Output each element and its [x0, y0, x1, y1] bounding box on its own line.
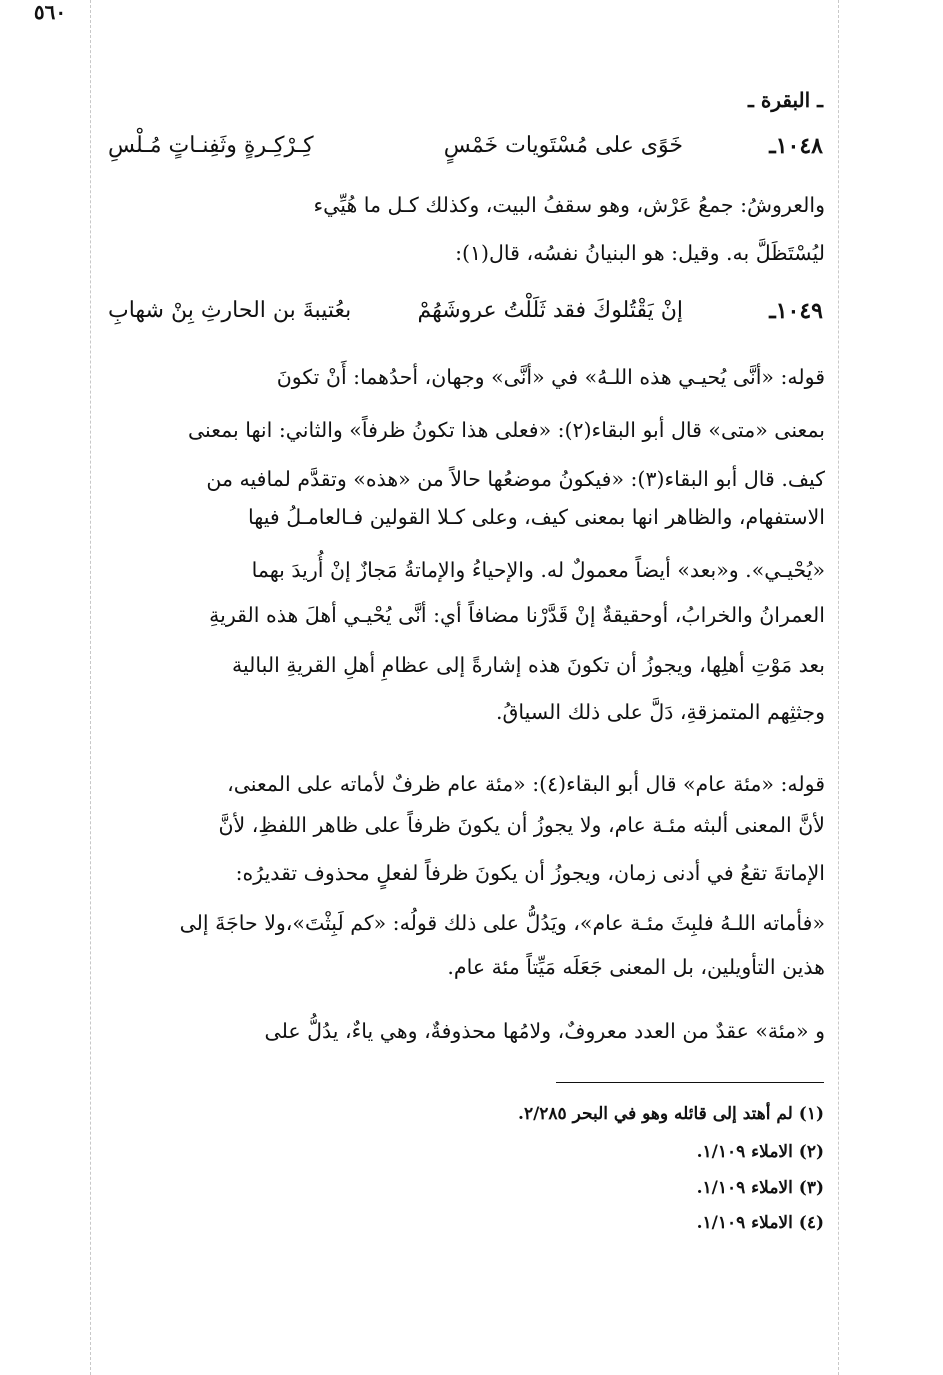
verse-hemistich-right: خَوًى على مُسْتَويات خَمْسٍ	[443, 133, 683, 158]
verse-1049	[108, 298, 823, 332]
verse-number: ١٠٤٩ـ	[769, 298, 823, 324]
text-line: «يُحْيـي». و«بعد» أيضاً معمولٌ له. والإحياءُ والإماتةُ مَجازٌ إنْ أُريدَ بهما	[251, 558, 825, 582]
verse-number: ١٠٤٨ـ	[769, 133, 823, 159]
text-line: وجثثِهم المتمزقةِ، دَلَّ على ذلك السياقُ.	[495, 700, 825, 724]
text-line: ليُسْتَظَلَّ به. وقيل: هو البنيانُ نفسُه، قال(١):	[455, 241, 825, 265]
text-line: قوله: «أنَّى يُحيـي هذه اللـهُ» في «أنَّى» وجهان، أحدُهما: أَنْ تكونَ	[276, 365, 825, 389]
footnote-2: (٢) الاملاء ١/١٠٩.	[696, 1142, 824, 1162]
text-line: لأنَّ المعنى ألبثه مئـة عام، ولا يجوزُ أن يكونَ ظرفاً على ظاهر اللفظِ، لأنَّ	[218, 813, 825, 837]
footnote-1: (١) لم أهتد إلى قائله وهو في البحر ٢/٢٨٥.	[518, 1104, 824, 1124]
text-line: و «مئة» عقدٌ من العدد معروفٌ، ولامُها محذوفةٌ، وهي ياءٌ، يدُلُّ على	[264, 1019, 825, 1043]
text-line: «فأماته اللـهُ فلبِثَ مئـة عام»، ويَدُلُّ على ذلك قولُه: «كم لَبِثْتَ»،ولا حاجَةَ إلى	[179, 911, 825, 935]
text-line: قوله: «مئة عام» قال أبو البقاء(٤): «مئة عام ظرفٌ لأماته على المعنى،	[227, 772, 825, 796]
running-header: ـ البقرة ـ	[748, 88, 823, 112]
footnote-separator	[556, 1082, 824, 1083]
margin-guide-left	[90, 0, 91, 1375]
footnote-3: (٣) الاملاء ١/١٠٩.	[696, 1178, 824, 1198]
footnote-4: (٤) الاملاء ١/١٠٩.	[696, 1213, 824, 1233]
text-line: الاستفهام، والظاهر انها بمعنى كيف، وعلى كـلا القولين فـالعامـلُ فيها	[248, 505, 825, 529]
text-line: بعد مَوْتِ أهلِها، ويجوزُ أن تكونَ هذه إشارةً إلى عظامِ أهلِ القريةِ البالية	[231, 653, 825, 677]
verse-hemistich-left: كِـرْكِـرةٍ وثَفِنـاتٍ مُـلْسِ	[108, 133, 314, 158]
margin-guide-right	[838, 0, 839, 1375]
text-line: العمرانُ والخرابُ، أوحقيقةٌ إنْ قَدَّرْنا مضافاً أي: أنَّى يُحْيـي أهلَ هذه القريةِ	[209, 603, 825, 627]
text-line: بمعنى «متى» قال أبو البقاء(٢): «فعلى هذا تكونُ ظرفاً» والثاني: انها بمعنى	[187, 418, 825, 442]
verse-hemistich-left: بعُتيبةَ بن الحارثِ بِنْ شهابِ	[108, 298, 352, 323]
page-number: ٥٦٠	[33, 0, 67, 24]
text-line: والعروشُ: جمعُ عَرْش، وهو سقفُ البيت، وكذلك كـل ما هُيِّيء	[313, 193, 825, 217]
text-line: كيف. قال أبو البقاء(٣): «فيكونُ موضعُها حالاً من «هذه» وتقدَّم لمافيه من	[206, 467, 825, 491]
verse-hemistich-right: إنْ يَقْتُلوكَ فقد ثَلَلْتُ عروشَهُمْ	[417, 298, 683, 323]
verse-1048	[108, 133, 823, 167]
text-line: هذين التأويلين، بل المعنى جَعَلَه مَيِّتاً مئة عام.	[447, 955, 825, 979]
text-line: الإماتةَ تقعُ في أدنى زمان، ويجوزُ أن يكونَ ظرفاً لفعلٍ محذوف تقديرُه:	[235, 861, 825, 885]
